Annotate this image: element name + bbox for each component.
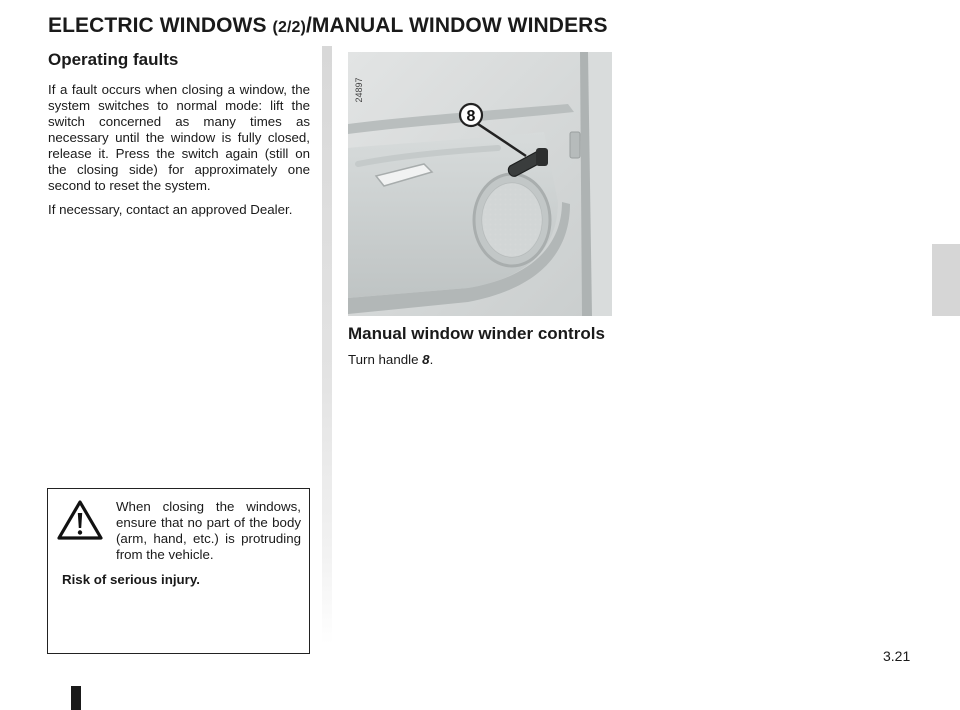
- page-title-rest: /MANUAL WINDOW WINDERS: [305, 14, 608, 37]
- manual-winder-heading: Manual window winder controls: [348, 324, 605, 343]
- page-title: [48, 14, 608, 38]
- operating-faults-section: [48, 50, 310, 226]
- door-illustration: [348, 52, 612, 316]
- corner-marker: [71, 686, 81, 710]
- operating-faults-paragraph-1: If a fault occurs when closing a window, the system switches to normal mode: lift the switch concerned as many times as necessary until the window is fully closed, release it. Press the switch again (still on the closing side) for approximately one second to reset the system.: [48, 82, 310, 193]
- manual-winder-text-before: Turn handle: [348, 352, 423, 367]
- manual-winder-text: [348, 352, 612, 368]
- callout-8: 8: [466, 108, 476, 125]
- column-divider: [322, 46, 332, 644]
- illustration-ref-code: 24897: [354, 77, 364, 103]
- operating-faults-paragraph-2: If necessary, contact an approved Dealer.: [48, 202, 293, 217]
- manual-winder-handle-ref: 8: [422, 352, 430, 367]
- operating-faults-heading: Operating faults: [48, 50, 179, 69]
- page-number: 3.21: [883, 648, 911, 664]
- manual-winder-text-after: .: [429, 352, 434, 367]
- page-title-main: ELECTRIC WINDOWS: [48, 14, 273, 37]
- warning-text: When closing the windows, ensure that no part of the body (arm, hand, etc.) is protruding from the vehicle.: [116, 499, 301, 562]
- page-title-part: (2/2): [272, 19, 306, 36]
- warning-strong: Risk of serious injury.: [62, 572, 200, 587]
- warning-triangle-icon: [57, 499, 103, 541]
- chapter-tab: [932, 244, 960, 316]
- manual-winder-section: [348, 323, 612, 368]
- warning-box: [47, 488, 310, 654]
